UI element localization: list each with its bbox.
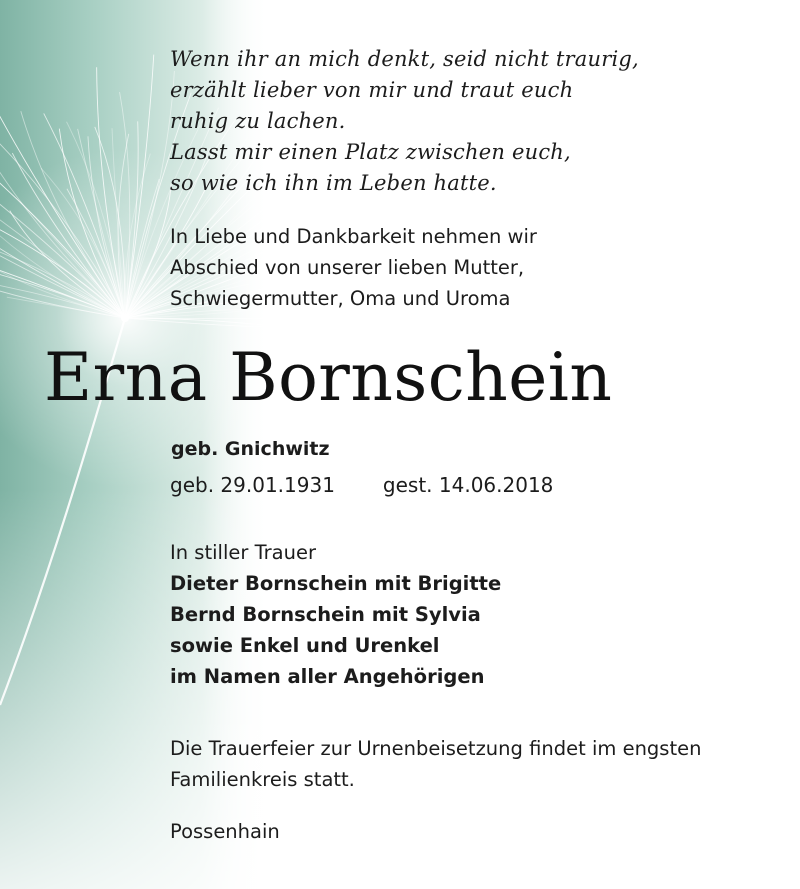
mourner-line: Bernd Bornschein mit Sylvia xyxy=(170,603,481,626)
poem-line: so wie ich ihn im Leben hatte. xyxy=(170,171,497,195)
ceremony-note xyxy=(170,733,701,795)
mourner-line: Dieter Bornschein mit Brigitte xyxy=(170,572,502,595)
poem-line: erzählt lieber von mir und traut euch xyxy=(170,78,574,102)
intro-line: Abschied von unserer lieben Mutter, xyxy=(170,256,525,279)
ceremony-line: Die Trauerfeier zur Urnenbeisetzung findet im engsten xyxy=(170,737,702,760)
ceremony-line: Familienkreis statt. xyxy=(170,768,355,791)
life-dates xyxy=(170,473,553,497)
intro-line: Schwiegermutter, Oma und Uroma xyxy=(170,287,511,310)
mourner-line: sowie Enkel und Urenkel xyxy=(170,634,440,657)
intro-line: In Liebe und Dankbarkeit nehmen wir xyxy=(170,225,537,248)
poem-verse xyxy=(170,44,639,199)
farewell-intro xyxy=(170,221,537,314)
poem-line: Wenn ihr an mich denkt, seid nicht traurig, xyxy=(170,47,639,71)
mourners-heading: In stiller Trauer xyxy=(170,541,316,564)
mourner-line: im Namen aller Angehörigen xyxy=(170,665,485,688)
poem-line: ruhig zu lachen. xyxy=(170,109,346,133)
maiden-name: geb. Gnichwitz xyxy=(171,438,330,460)
mourners-block xyxy=(170,537,501,692)
death-date: gest. 14.06.2018 xyxy=(382,473,554,497)
deceased-name: Erna Bornschein xyxy=(44,339,613,416)
place-name: Possenhain xyxy=(170,820,280,843)
poem-line: Lasst mir einen Platz zwischen euch, xyxy=(170,140,571,164)
birth-date: geb. 29.01.1931 xyxy=(170,473,335,497)
